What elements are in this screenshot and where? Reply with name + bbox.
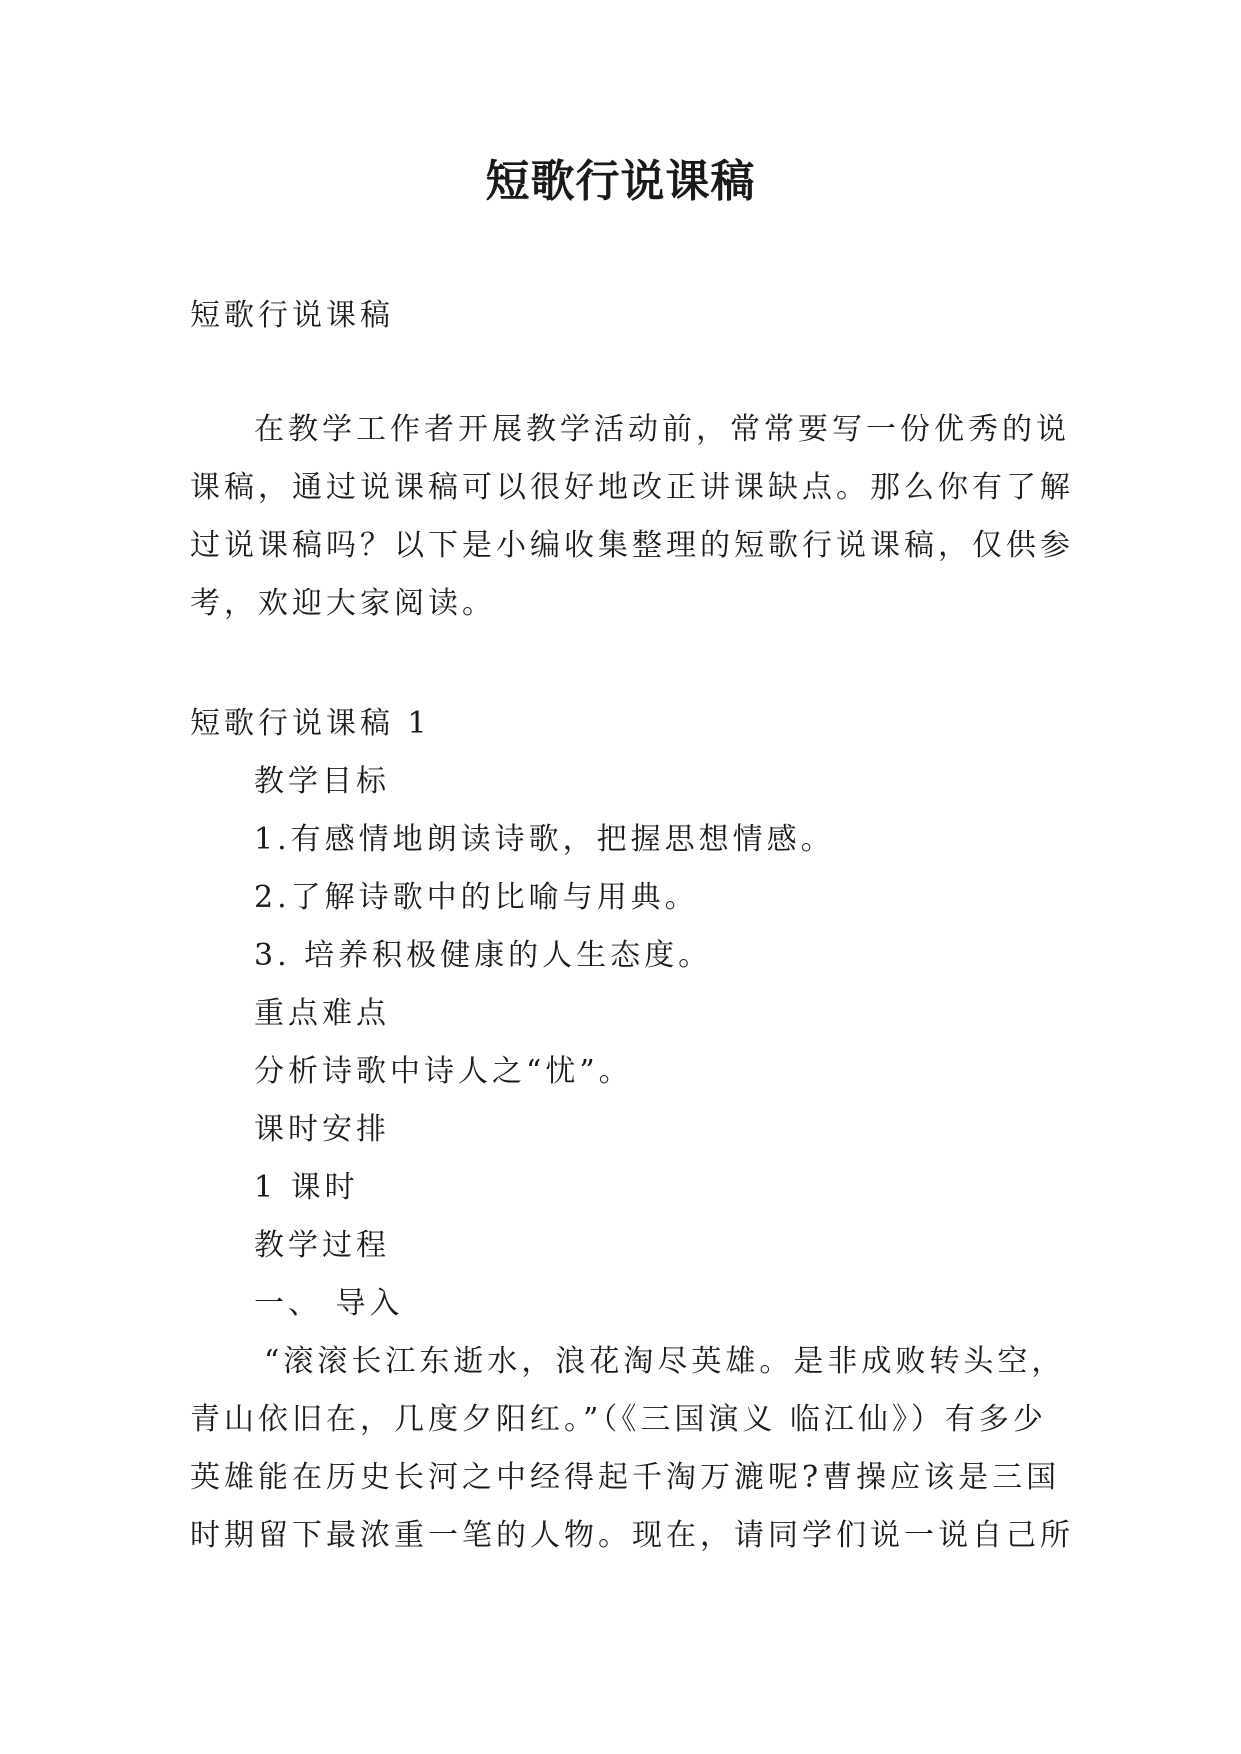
step-paragraph-line: “滚滚长江东逝水，浪花淘尽英雄。是非成败转头空， <box>264 1344 1066 1379</box>
process-heading: 教学过程 <box>254 1228 390 1263</box>
step-paragraph-line: 英雄能在历史长河之中经得起千淘万漉呢?曹操应该是三国 <box>190 1460 1061 1495</box>
document-subtitle: 短歌行说课稿 <box>190 298 394 333</box>
key-points-heading: 重点难点 <box>254 996 390 1031</box>
document-title: 短歌行说课稿 <box>485 156 756 207</box>
step-heading: 一、 导入 <box>254 1286 404 1321</box>
intro-paragraph-line: 考，欢迎大家阅读。 <box>190 586 496 621</box>
intro-paragraph-line: 过说课稿吗？以下是小编收集整理的短歌行说课稿，仅供参 <box>190 528 1074 563</box>
intro-paragraph-line: 在教学工作者开展教学活动前，常常要写一份优秀的说 <box>254 412 1070 447</box>
step-paragraph-line: 青山依旧在，几度夕阳红。”（《三国演义 临江仙》）有多少 <box>190 1402 1047 1437</box>
key-points-text: 分析诗歌中诗人之“忧”。 <box>254 1054 633 1089</box>
goal-item: 3. 培养积极健康的人生态度。 <box>254 938 713 973</box>
goals-heading: 教学目标 <box>254 764 390 799</box>
schedule-text: 1 课时 <box>254 1170 359 1205</box>
section-heading: 短歌行说课稿 1 <box>190 706 431 741</box>
schedule-heading: 课时安排 <box>254 1112 390 1147</box>
intro-paragraph-line: 课稿，通过说课稿可以很好地改正讲课缺点。那么你有了解 <box>190 470 1074 505</box>
goal-item: 1.有感情地朗读诗歌，把握思想情感。 <box>254 822 835 857</box>
step-paragraph-line: 时期留下最浓重一笔的人物。现在，请同学们说一说自己所 <box>190 1518 1074 1553</box>
goal-item: 2.了解诗歌中的比喻与用典。 <box>254 880 699 915</box>
